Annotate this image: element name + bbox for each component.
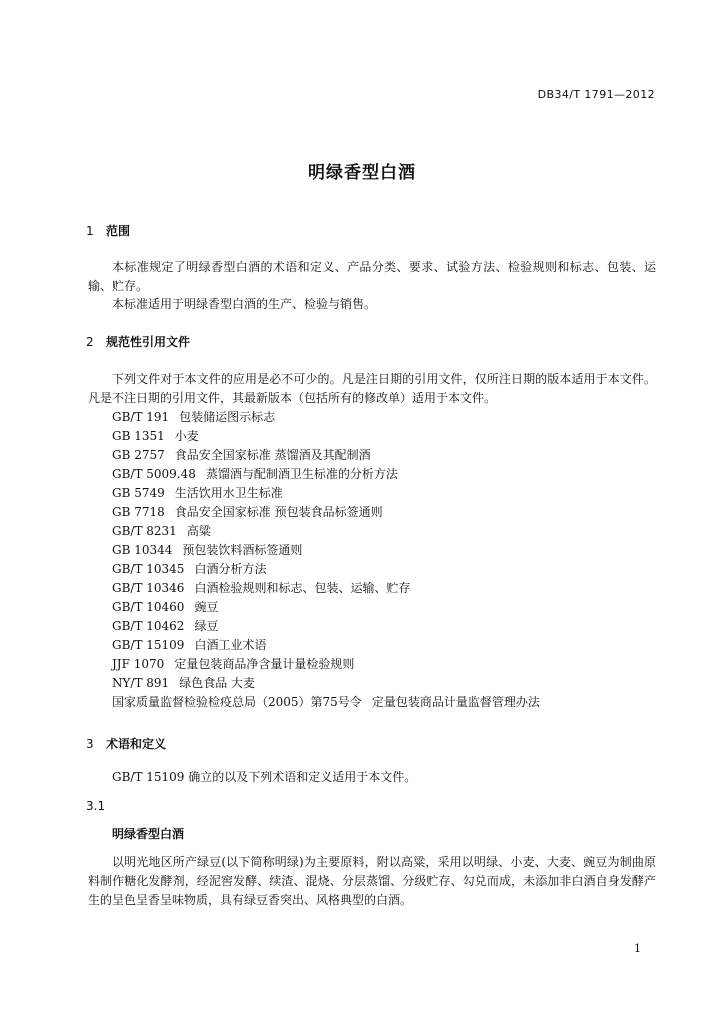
- reference-title: 绿豆: [194, 619, 219, 633]
- reference-item: [112, 446, 371, 463]
- section-title: 规范性引用文件: [106, 335, 191, 349]
- reference-item: [112, 465, 398, 482]
- reference-item: [112, 408, 275, 425]
- reference-item: [112, 693, 540, 710]
- reference-item: [112, 636, 266, 653]
- section-1-paragraph-1: 本标准规定了明绿香型白酒的术语和定义、产品分类、要求、试验方法、检验规则和标志、包装、运输、贮存。: [88, 260, 656, 293]
- reference-title: 小麦: [174, 429, 199, 443]
- reference-item: [112, 503, 383, 520]
- reference-code: GB/T 191: [112, 410, 170, 424]
- section-number: 2: [86, 335, 94, 349]
- reference-item: [112, 522, 211, 539]
- reference-code: GB/T 10460: [112, 600, 185, 614]
- reference-title: 白酒分析方法: [194, 562, 267, 576]
- page-title: 明绿香型白酒: [308, 163, 416, 183]
- section-2-intro: 下列文件对于本文件的应用是必不可少的。凡是注日期的引用文件，仅所注日期的版本适用于本文件。凡是不注日期的引用文件，其最新版本（包括所有的修改单）适用于本文件。: [88, 372, 656, 405]
- reference-code: GB/T 15109: [112, 638, 185, 652]
- document-code: DB34/T 1791—2012: [537, 88, 655, 101]
- reference-title: 预包装饮料酒标签通则: [182, 543, 303, 557]
- page-number: 1: [634, 942, 641, 955]
- section-title: 术语和定义: [106, 737, 167, 751]
- reference-title: 白酒工业术语: [194, 638, 267, 652]
- reference-code: GB 7718: [112, 505, 165, 519]
- reference-title: 生活饮用水卫生标准: [174, 486, 283, 500]
- reference-code: NY/T 891: [112, 676, 170, 690]
- reference-title: 食品安全国家标准 蒸馏酒及其配制酒: [174, 448, 371, 462]
- term-definition: 以明光地区所产绿豆(以下简称明绿)为主要原料，附以高粱，采用以明绿、小麦、大麦、豌豆为制曲原料制作糖化发酵剂，经泥窖发酵、续渣、混烧、分层蒸馏、分级贮存、勾兑而成，未添加非白酒自身发酵产生的呈色呈香呈味物质，具有绿豆香突出、风格典型的白酒。: [88, 855, 656, 907]
- section-3-heading: [86, 735, 166, 752]
- section-3-intro: GB/T 15109 确立的以及下列术语和定义适用于本文件。: [112, 770, 417, 784]
- reference-item: [112, 655, 354, 672]
- reference-item: [112, 427, 199, 444]
- reference-item: [112, 579, 410, 596]
- reference-title: 定量包装商品计量监督管理办法: [371, 695, 540, 709]
- reference-code: GB/T 5009.48: [112, 467, 196, 481]
- section-number: 3: [86, 737, 94, 751]
- reference-title: 包装储运图示标志: [179, 410, 276, 424]
- section-1-paragraph-2: 本标准适用于明绿香型白酒的生产、检验与销售。: [112, 297, 377, 311]
- reference-title: 高粱: [186, 524, 211, 538]
- reference-code: JJF 1070: [112, 657, 165, 671]
- reference-code: GB/T 10462: [112, 619, 185, 633]
- reference-item: [112, 617, 218, 634]
- reference-code: 国家质量监督检验检疫总局（2005）第75号令: [112, 695, 362, 709]
- reference-code: GB/T 8231: [112, 524, 177, 538]
- section-title: 范围: [106, 224, 131, 238]
- reference-item: [112, 541, 302, 558]
- section-2-heading: [86, 333, 190, 350]
- reference-item: [112, 484, 283, 501]
- reference-title: 豌豆: [194, 600, 219, 614]
- reference-item: [112, 560, 266, 577]
- reference-code: GB 5749: [112, 486, 165, 500]
- reference-code: GB 1351: [112, 429, 165, 443]
- section-1-heading: [86, 222, 130, 239]
- reference-title: 白酒检验规则和标志、包装、运输、贮存: [194, 581, 411, 595]
- reference-code: GB 2757: [112, 448, 165, 462]
- reference-code: GB/T 10345: [112, 562, 185, 576]
- reference-title: 绿色食品 大麦: [179, 676, 256, 690]
- section-number: 1: [86, 224, 94, 238]
- reference-title: 定量包装商品净含量计量检验规则: [174, 657, 355, 671]
- reference-title: 食品安全国家标准 预包装食品标签通则: [174, 505, 383, 519]
- reference-item: [112, 674, 255, 691]
- reference-title: 蒸馏酒与配制酒卫生标准的分析方法: [205, 467, 398, 481]
- reference-item: [112, 598, 218, 615]
- term-name: 明绿香型白酒: [112, 827, 185, 841]
- term-number: 3.1: [86, 799, 106, 813]
- reference-code: GB 10344: [112, 543, 173, 557]
- reference-code: GB/T 10346: [112, 581, 185, 595]
